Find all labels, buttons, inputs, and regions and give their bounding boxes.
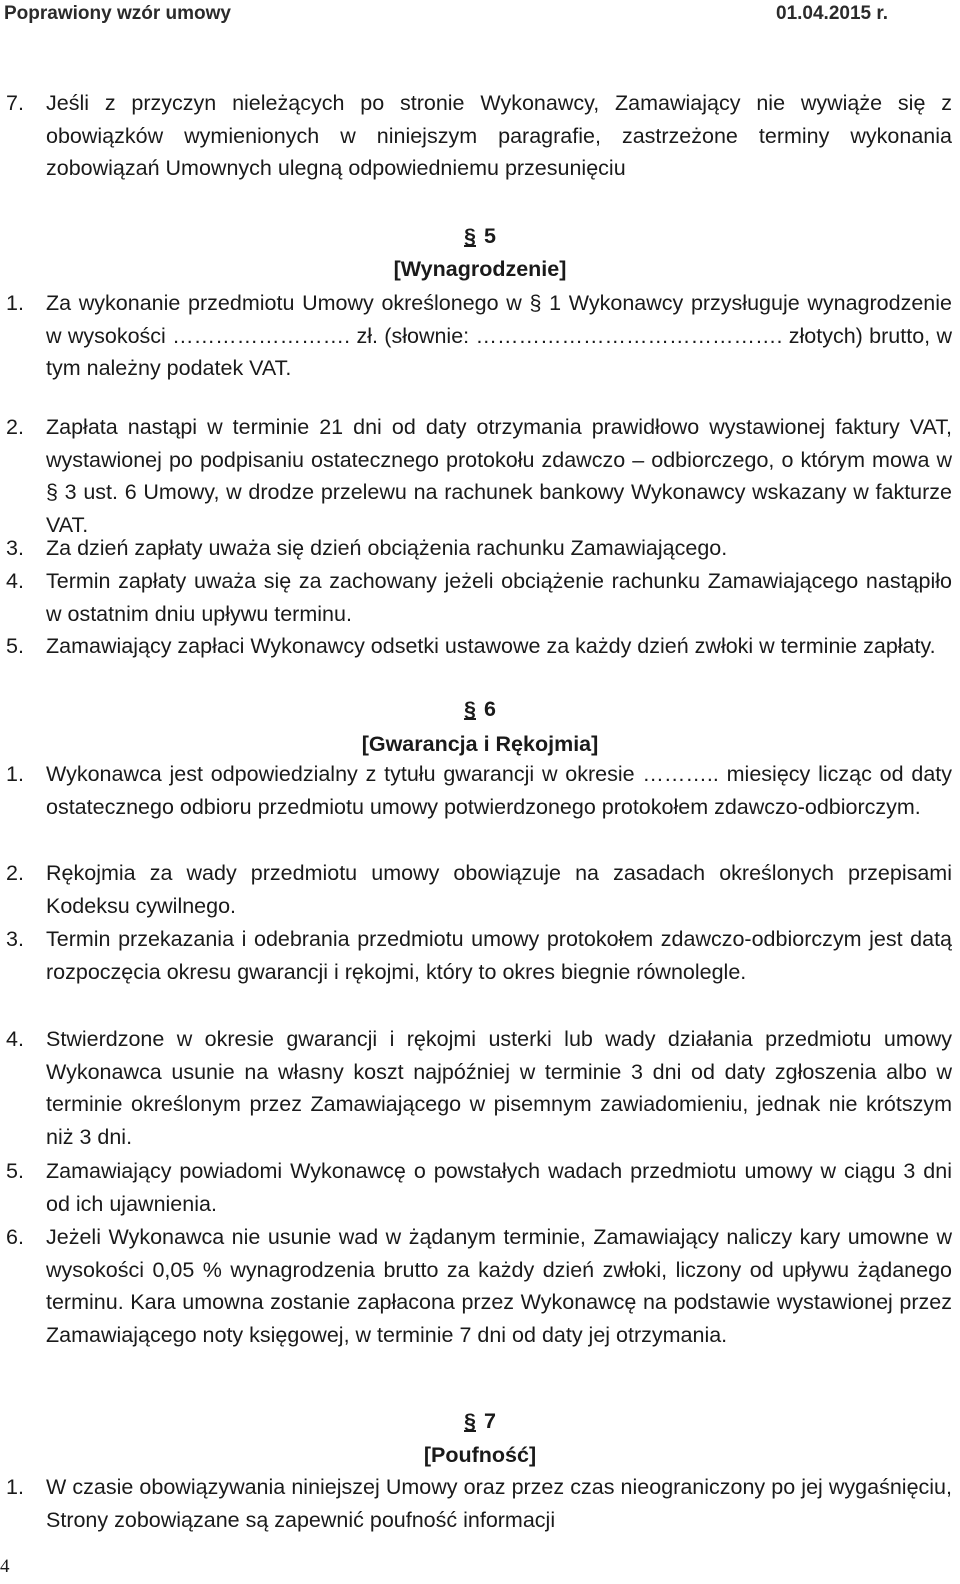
section-5-title: [Wynagrodzenie] [393, 257, 567, 281]
item-text: Za dzień zapłaty uważa się dzień obciążenia rachunku Zamawiającego. [46, 536, 728, 560]
section-number: 7 [484, 1409, 496, 1433]
item-number: 2. [6, 415, 24, 439]
item-text: Stwierdzone w okresie gwarancji i rękojmi usterki lub wady działania przedmiotu umowy Wykonawca usunie na własny koszt najpóźniej w terminie 3 dni od daty zgłoszenia albo w terminie określonym przez Zamawiającego w pisemnym zawiadomieniu, jednak nie krótszym niż 3 dni. [46, 1027, 952, 1149]
item-text: Jeżeli Wykonawca nie usunie wad w żądanym terminie, Zamawiający naliczy kary umowne w wysokości 0,05 % wynagrodzenia brutto za każdy dzień zwłoki, liczony od upływu żądanego terminu. Kara umowna zostanie zapłacona przez Wykonawcę na podstawie wystawionej przez Zamawiającego noty księgowej, w terminie 7 dni od daty jej otrzymania. [46, 1225, 952, 1347]
paragraph-symbol: § [464, 1409, 476, 1433]
document-title: Poprawiony wzór umowy [4, 3, 231, 24]
section-5-heading [0, 220, 960, 252]
item-text: Zamawiający powiadomi Wykonawcę o powstałych wadach przedmiotu umowy w ciągu 3 dni od ich ujawnienia. [46, 1159, 952, 1216]
page-number: 4 [0, 1556, 10, 1577]
paragraph-symbol: § [464, 224, 476, 248]
item-number: 1. [6, 291, 24, 315]
item-text: Zapłata nastąpi w terminie 21 dni od daty otrzymania prawidłowo wystawionej faktury VAT, wystawionej po podpisaniu ostatecznego protokołu zdawczo – odbiorczego, o którym mowa w § 3 ust. 6 Umowy, w drodze przelewu na rachunek bankowy Wykonawcy wskazany w fakturze VAT. [46, 415, 952, 537]
item-number: 1. [6, 762, 24, 786]
item-number: 5. [6, 1159, 24, 1183]
section-6-title: [Gwarancja i Rękojmia] [361, 732, 599, 756]
list-item [0, 1155, 952, 1220]
list-item [0, 630, 952, 663]
item-text: Jeśli z przyczyn nieleżących po stronie Wykonawcy, Zamawiający nie wywiąże się z obowiązków wymienionych w niniejszym paragrafie, zastrzeżone terminy wykonania zobowiązań Umownych ulegną odpowiedniemu przesunięciu [46, 91, 952, 180]
document-date: 01.04.2015 r. [776, 3, 888, 24]
list-item [0, 565, 952, 630]
item-number: 5. [6, 634, 24, 658]
list-item [0, 532, 952, 565]
item-text: Termin zapłaty uważa się za zachowany jeżeli obciążenie rachunku Zamawiającego nastąpiło w ostatnim dniu upływu terminu. [46, 569, 952, 626]
item-number: 4. [6, 569, 24, 593]
list-item [0, 758, 952, 823]
paragraph-symbol: § [464, 697, 476, 721]
item-text: Rękojmia za wady przedmiotu umowy obowiązuje na zasadach określonych przepisami Kodeksu cywilnego. [46, 861, 952, 918]
item-text: Zamawiający zapłaci Wykonawcy odsetki ustawowe za każdy dzień zwłoki w terminie zapłaty. [46, 634, 936, 658]
list-item [0, 87, 952, 185]
list-item [0, 1471, 952, 1536]
page-header [0, 0, 960, 34]
item-number: 4. [6, 1027, 24, 1051]
item-number: 6. [6, 1225, 24, 1249]
list-item [0, 287, 952, 385]
item-number: 7. [6, 91, 24, 115]
section-7-title: [Poufność] [423, 1443, 537, 1467]
section-6-heading [0, 693, 960, 725]
item-text: W czasie obowiązywania niniejszej Umowy oraz przez czas nieograniczony po jej wygaśnięciu, Strony zobowiązane są zapewnić poufność informacji [46, 1475, 952, 1532]
list-item [0, 1023, 952, 1153]
list-item [0, 923, 952, 988]
list-item [0, 411, 952, 541]
section-number: 5 [484, 224, 496, 248]
item-number: 3. [6, 536, 24, 560]
item-number: 1. [6, 1475, 24, 1499]
item-number: 3. [6, 927, 24, 951]
list-item [0, 1221, 952, 1351]
section-number: 6 [484, 697, 496, 721]
section-7-heading [0, 1405, 960, 1437]
item-text: Za wykonanie przedmiotu Umowy określonego w § 1 Wykonawcy przysługuje wynagrodzenie w wysokości ……………………. zł. (słownie: ……………………………………. złotych) brutto, w tym należny podatek VAT. [46, 291, 952, 380]
item-text: Wykonawca jest odpowiedzialny z tytułu gwarancji w okresie ……….. miesięcy licząc od daty ostatecznego odbioru przedmiotu umowy potwierdzonego protokołem zdawczo-odbiorczym. [46, 762, 952, 819]
item-text: Termin przekazania i odebrania przedmiotu umowy protokołem zdawczo-odbiorczym jest datą rozpoczęcia okresu gwarancji i rękojmi, który to okres biegnie równolegle. [46, 927, 952, 984]
list-item [0, 857, 952, 922]
item-number: 2. [6, 861, 24, 885]
